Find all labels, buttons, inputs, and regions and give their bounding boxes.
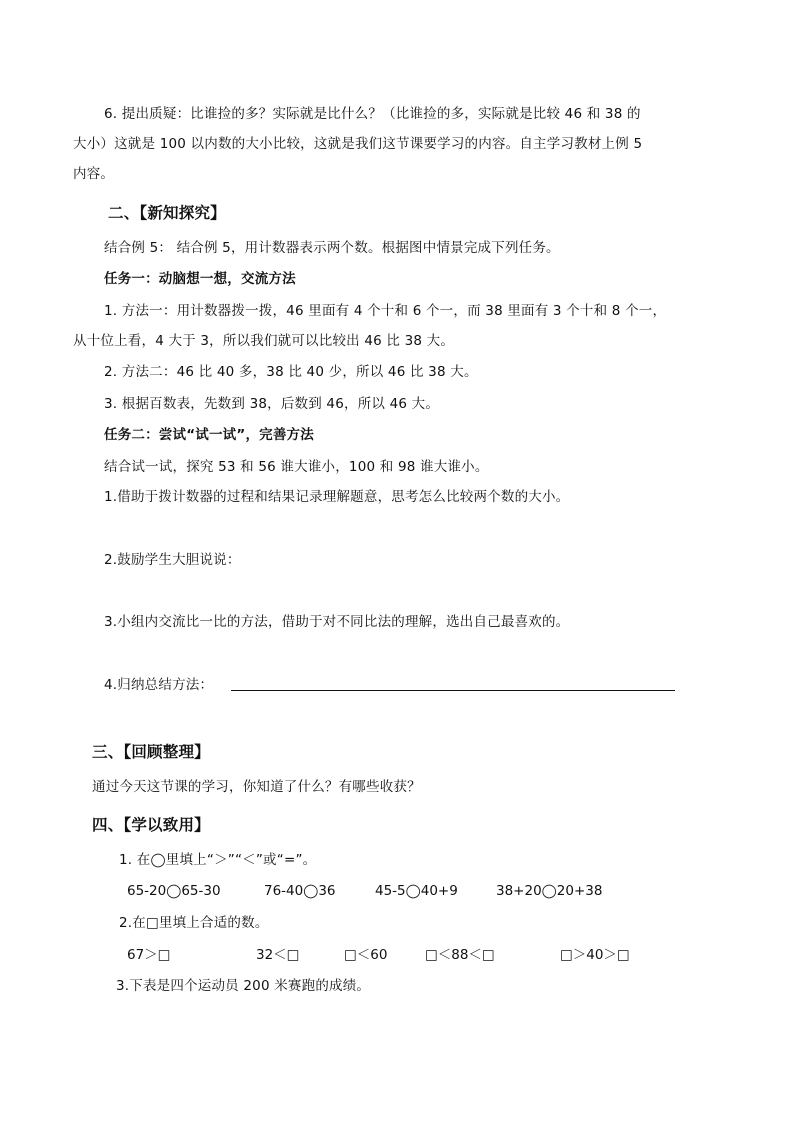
- task2-step3: 3.小组内交流比一比的方法，借助于对不同比法的理解，选出自己最喜欢的。: [104, 614, 570, 630]
- task2-intro: 结合试一试，探究 53 和 56 谁大谁小，100 和 98 谁大谁小。: [104, 459, 489, 475]
- section2-heading: 二、【新知探究】: [108, 204, 226, 222]
- task1-title: 任务一：动脑想一想，交流方法: [104, 271, 296, 287]
- item6-line3: 内容。: [73, 166, 115, 182]
- task1-method1-line1: 1. 方法一：用计数器拨一拨，46 里面有 4 个十和 6 个一，而 38 里面有 3 个十和 8 个一，: [104, 303, 667, 319]
- q2-item: □＜60: [344, 947, 388, 963]
- q1-title: 1. 在◯里填上“＞”“＜”或“=”。: [119, 852, 317, 868]
- q2-item: □＞40＞□: [560, 947, 630, 963]
- q2-title: 2.在□里填上合适的数。: [119, 915, 269, 931]
- q1-item: 65-20◯65-30: [127, 883, 221, 899]
- q2-item: □＜88＜□: [425, 947, 495, 963]
- q1-item: 76-40◯36: [264, 883, 336, 899]
- task1-method2: 2. 方法二：46 比 40 多，38 比 40 少，所以 46 比 38 大。: [104, 364, 478, 380]
- item6-line2: 大小）这就是 100 以内数的大小比较，这就是我们这节课要学习的内容。自主学习教材上例 5: [73, 136, 643, 152]
- task2-title: 任务二：尝试“试一试”，完善方法: [104, 427, 314, 443]
- task2-step2: 2.鼓励学生大胆说说：: [104, 552, 241, 568]
- q2-item: 32＜□: [256, 947, 300, 963]
- q1-item: 38+20◯20+38: [496, 883, 603, 899]
- section3-heading: 三、【回顾整理】: [92, 743, 210, 761]
- task1-method1-line2: 从十位上看，4 大于 3，所以我们就可以比较出 46 比 38 大。: [73, 333, 455, 349]
- q2-item: 67＞□: [127, 947, 171, 963]
- item6-line1: 6. 提出质疑：比谁捡的多？实际就是比什么？（比谁捡的多，实际就是比较 46 和 38 的: [104, 106, 641, 122]
- section4-heading: 四、【学以致用】: [92, 816, 210, 834]
- section3-text: 通过今天这节课的学习，你知道了什么？有哪些收获？: [92, 779, 421, 795]
- task2-step4: 4.归纳总结方法：: [104, 677, 214, 693]
- summary-answer-line[interactable]: [231, 690, 675, 691]
- task2-step1: 1.借助于拨计数器的过程和结果记录理解题意，思考怎么比较两个数的大小。: [104, 489, 570, 505]
- section2-intro: 结合例 5： 结合例 5，用计数器表示两个数。根据图中情景完成下列任务。: [104, 240, 560, 256]
- task1-method3: 3. 根据百数表，先数到 38，后数到 46，所以 46 大。: [104, 396, 440, 412]
- q1-item: 45-5◯40+9: [375, 883, 458, 899]
- q3-title: 3.下表是四个运动员 200 米赛跑的成绩。: [116, 978, 371, 994]
